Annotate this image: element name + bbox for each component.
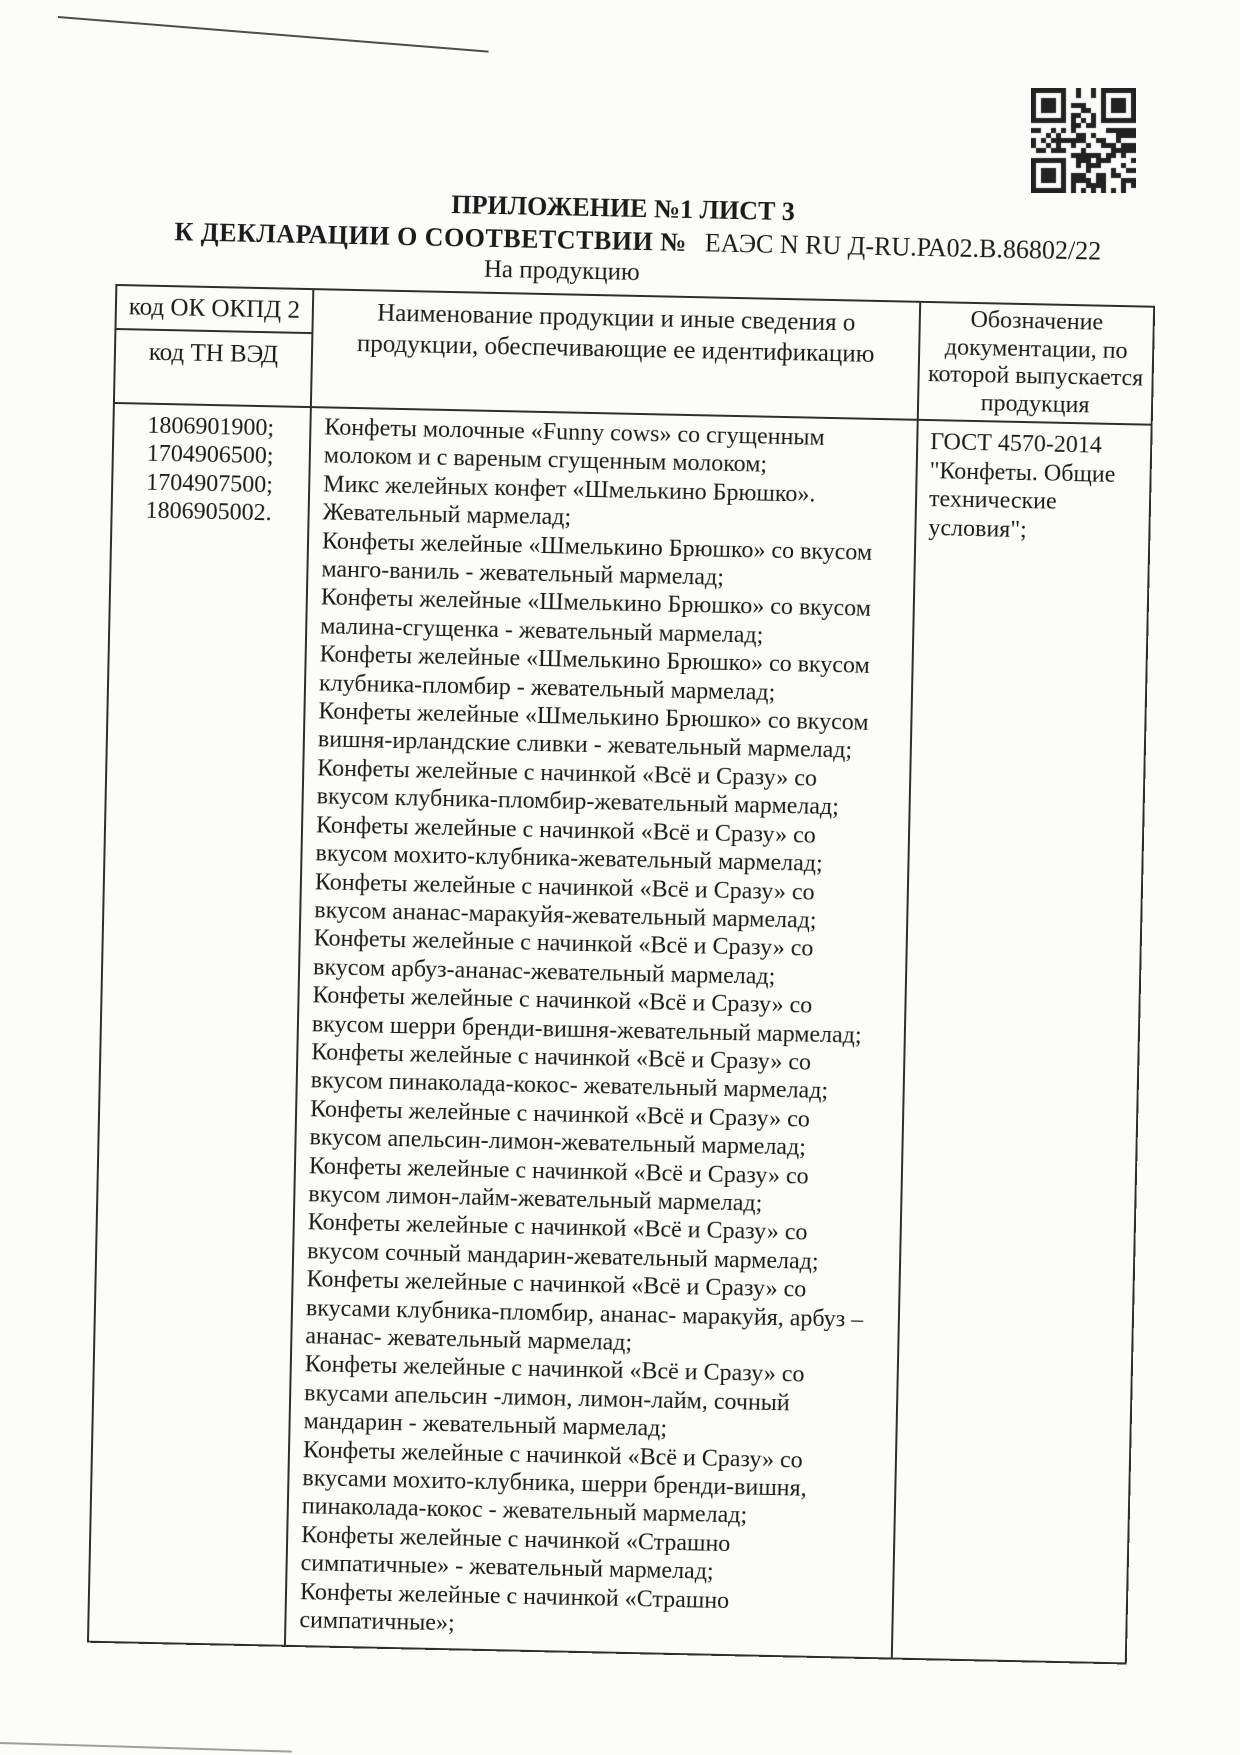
header-okpd2-label: код ОК ОКПД 2 [116, 286, 312, 334]
product-entry: Конфеты желейные с начинкой «Всё и Сразу» со вкусами клубника-пломбир, ананас- маракуйя, арбуз – ананас- жевательный мармелад; [305, 1266, 864, 1357]
products-table [87, 284, 1155, 1664]
header-cell-product-name: Наименование продукции и иные сведения о продукции, обеспечивающие ее идентификацию [310, 290, 919, 419]
product-entry: Конфеты желейные «Шмелькино Брюшко» со вкусом вишня-ирландские сливки - жевательный мармелад; [317, 698, 869, 764]
documentation-cell: ГОСТ 4570-2014 "Конфеты. Общие технические условия"; [891, 421, 1151, 1663]
header-cell-documentation: Обозначение документации, по которой выпускается продукция [917, 303, 1153, 424]
code-value: 1806905002. [145, 497, 272, 527]
product-subtitle: На продукцию [483, 255, 640, 286]
product-entry: Конфеты желейные «Шмелькино Брюшко» со вкусом клубника-пломбир - жевательный мармелад; [318, 641, 870, 706]
product-entry: Конфеты желейные с начинкой «Всё и Сразу» со вкусом пинаколада-кокос- жевательный мармелад; [310, 1039, 829, 1105]
product-entry: Конфеты желейные «Шмелькино Брюшко» со вкусом малина-сгущенка - жевательный мармелад; [320, 584, 872, 649]
product-entry: Конфеты желейные с начинкой «Всё и Сразу» со вкусом сочный мандарин-жевательный мармелад; [306, 1209, 819, 1275]
product-entry: Конфеты желейные с начинкой «Всё и Сразу» со вкусом лимон-лайм-жевательный мармелад; [308, 1152, 809, 1217]
code-value: 1704906500; [146, 441, 274, 470]
product-entry: Конфеты желейные с начинкой «Страшно симпатичные» - жевательный мармелад; [300, 1521, 731, 1586]
product-entry: Конфеты молочные «Funny cows» со сгущенным молоком и с вареным сгущенным молоком; [323, 414, 825, 479]
codes-cell [89, 404, 310, 1645]
declaration-label: К ДЕКЛАРАЦИИ О СООТВЕТСТВИИ № [174, 217, 688, 257]
product-entry: Конфеты желейные «Шмелькино Брюшко» со вкусом манго-ваниль - жевательный мармелад; [321, 527, 873, 591]
code-value: 1806901900; [147, 412, 275, 442]
declaration-number: ЕАЭС N RU Д-RU.РА02.В.86802/22 [704, 228, 1102, 266]
scan-edge-line-top [58, 16, 489, 53]
product-entry: Конфеты желейные с начинкой «Всё и Сразу» со вкусом клубника-пломбир-жевательный мармелад; [316, 755, 840, 821]
product-entry: Микс желейных конфет «Шмелькино Брюшко». Жевательный мармелад; [322, 471, 816, 531]
product-entry: Конфеты желейные с начинкой «Страшно симпатичные»; [299, 1578, 730, 1637]
product-entry: Конфеты желейные с начинкой «Всё и Сразу» со вкусом шерри бренди-вишня-жевательный мармелад; [311, 982, 862, 1049]
product-entry: Конфеты желейные с начинкой «Всё и Сразу» со вкусом ананас-маракуйя-жевательный мармелад; [314, 868, 817, 934]
product-entry: Конфеты желейные с начинкой «Всё и Сразу» со вкусами мохито-клубника, шерри бренди-вишня, пинаколада-кокос - жевательный мармелад; [301, 1436, 807, 1529]
header-tnved-label: код ТН ВЭД [148, 338, 279, 369]
product-entry: Конфеты желейные с начинкой «Всё и Сразу» со вкусом апельсин-лимон-жевательный мармелад; [309, 1095, 811, 1161]
scan-edge-line-bottom [0, 1742, 292, 1753]
product-entry: Конфеты желейные с начинкой «Всё и Сразу» со вкусами апельсин -лимон, лимон-лайм, сочный мандарин - жевательный мармелад; [303, 1351, 805, 1442]
table-data-row [89, 404, 1151, 1662]
table-header-row [115, 286, 1153, 426]
page-title: ПРИЛОЖЕНИЕ №1 ЛИСТ 3 [451, 189, 796, 227]
header-cell-codes [115, 286, 312, 406]
code-value: 1704907500; [145, 469, 274, 499]
products-cell [284, 408, 917, 1657]
product-entry: Конфеты желейные с начинкой «Всё и Сразу» со вкусом арбуз-ананас-жевательный мармелад; [312, 925, 814, 990]
document-content [87, 160, 1158, 1664]
product-entry: Конфеты желейные с начинкой «Всё и Сразу» со вкусом мохито-клубника-жевательный мармелад; [315, 811, 823, 878]
